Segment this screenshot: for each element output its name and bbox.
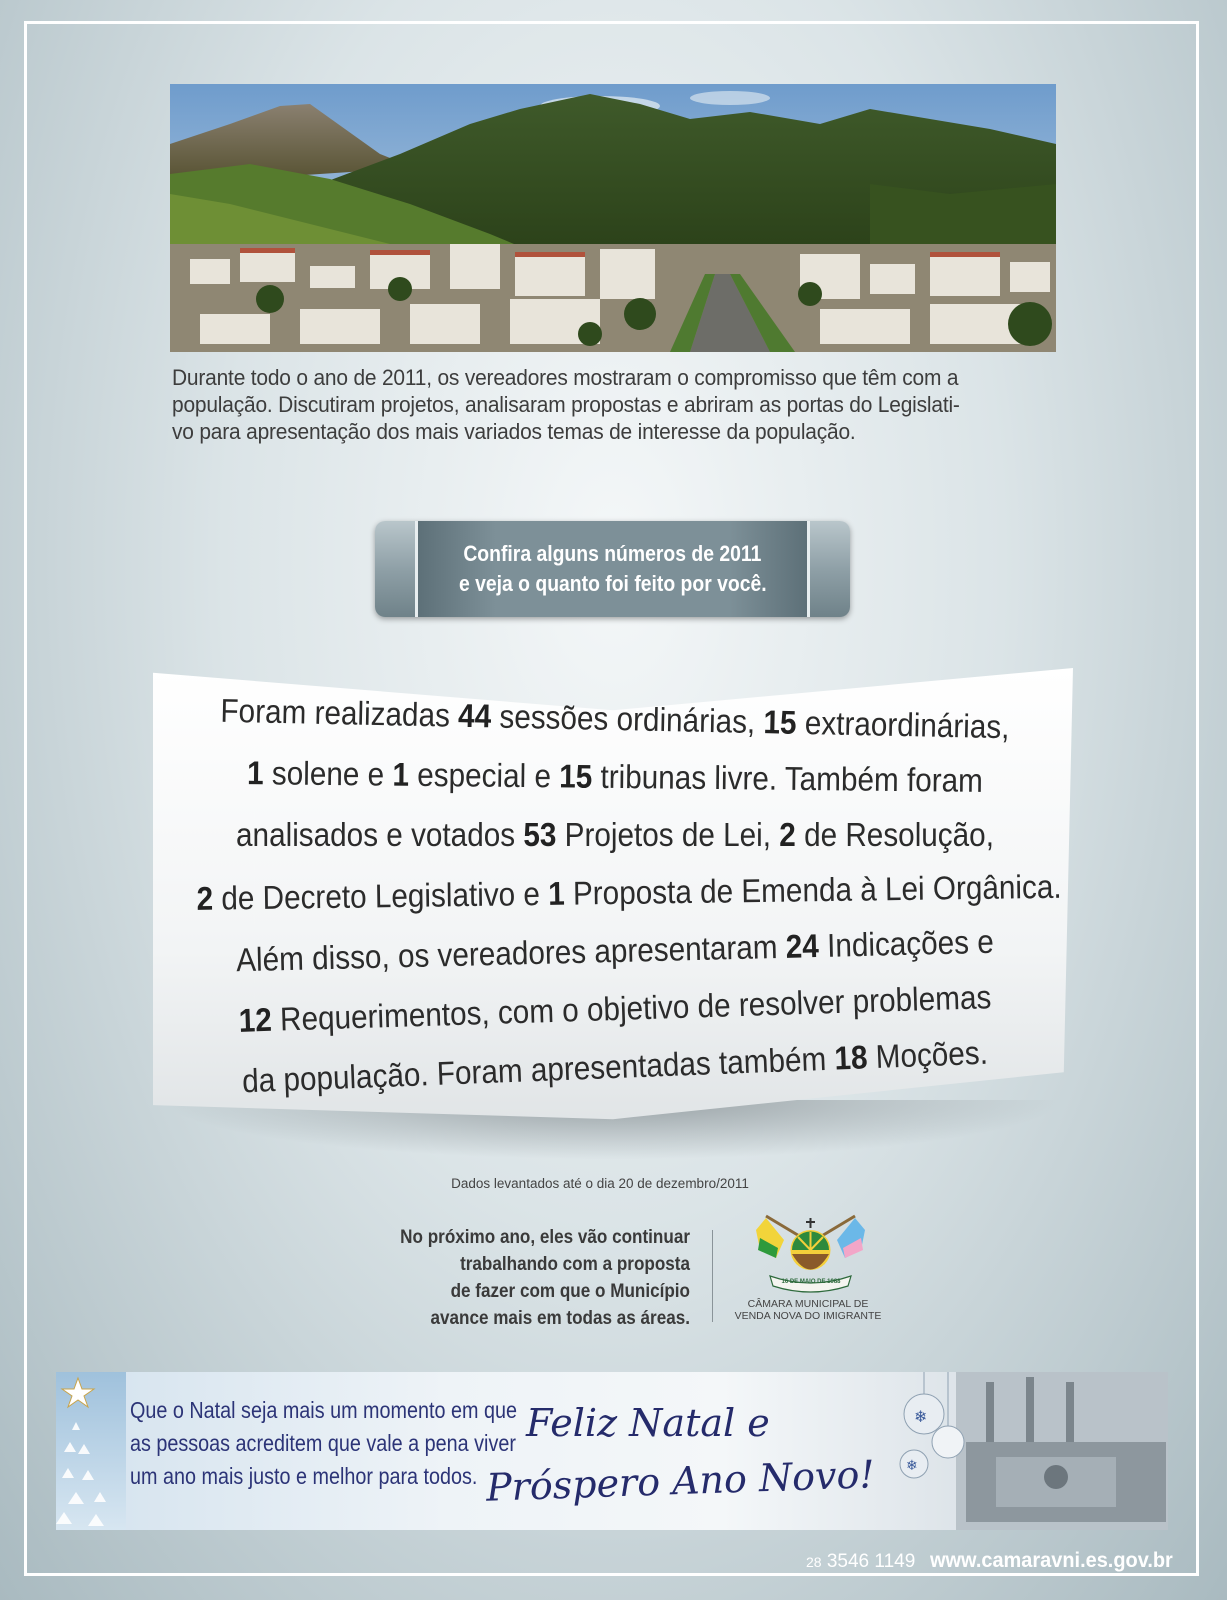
stat-number: 44 (457, 696, 492, 735)
closing-statement (300, 1224, 690, 1332)
city-landscape-photo (170, 84, 1056, 352)
stats-line: Foram realizadas 44 sessões ordinárias, 15 extraordinárias, (220, 691, 1010, 746)
intro-line: Durante todo o ano de 2011, os vereadores mostraram o compromisso que têm com a (172, 365, 959, 390)
stats-line: 1 solene e 1 especial e 15 tribunas livre. Também foram (246, 754, 984, 799)
intro-line: população. Discutiram projetos, analisaram propostas e abriram as portas do Legislati- (172, 392, 960, 417)
closing-line: No próximo ano, eles vão continuar (400, 1227, 690, 1248)
holiday-greeting (485, 1394, 876, 1510)
stat-number: 2 (779, 816, 796, 853)
logo-caption (728, 1298, 888, 1322)
banner-line-2: e veja o quanto foi feito por você. (458, 571, 767, 596)
closing-line: trabalhando com a proposta (460, 1254, 690, 1275)
greeting-line-2: Próspero Ano Novo! (485, 1452, 876, 1510)
stat-number: 1 (392, 755, 410, 793)
stats-line: Além disso, os vereadores apresentaram 24 Indicações e (235, 922, 995, 979)
phone-digits: 3546 1149 (826, 1551, 916, 1572)
area-code: 28 (806, 1554, 822, 1570)
numbers-banner (375, 521, 850, 617)
stat-number: 15 (763, 703, 797, 741)
stat-number: 24 (785, 927, 820, 965)
stat-number: 15 (559, 757, 593, 795)
stat-number: 2 (196, 879, 214, 917)
stats-line: da população. Foram apresentadas também 18 Moções. (241, 1033, 989, 1100)
data-source-note: Dados levantados até o dia 20 de dezembro/2011 (451, 1176, 749, 1191)
intro-paragraph (172, 364, 1009, 445)
divider (712, 1230, 713, 1322)
stat-number: 18 (833, 1038, 869, 1077)
christmas-message-line: as pessoas acreditem que vale a pena viver (130, 1430, 516, 1456)
christmas-tree-strip (56, 1372, 126, 1530)
stats-line: 2 de Decreto Legislativo e 1 Proposta de Emenda à Lei Orgânica. (196, 867, 1062, 917)
svg-text:❄: ❄ (906, 1458, 918, 1474)
svg-text:❄: ❄ (914, 1407, 928, 1426)
closing-line: de fazer com que o Município (450, 1281, 690, 1302)
christmas-message-line: Que o Natal seja mais um momento em que (130, 1397, 517, 1423)
stat-number: 12 (238, 1000, 273, 1039)
logo-ribbon-text: 16 DE MAIO DE 1988 (781, 1279, 841, 1285)
intro-line: vo para apresentação dos mais variados temas de interesse da população. (172, 419, 856, 444)
website-link[interactable]: www.camaravni.es.gov.br (930, 1549, 1173, 1572)
numbers-banner-panel (415, 521, 810, 617)
phone-number (806, 1551, 915, 1573)
chamber-plenary-image (876, 1372, 1168, 1530)
stats-line: analisados e votados 53 Projetos de Lei, 2 de Resolução, (236, 816, 994, 853)
logo-caption-line-1: CÂMARA MUNICIPAL DE (747, 1298, 869, 1310)
closing-line: avance mais em todas as áreas. (430, 1308, 690, 1329)
stat-number: 1 (246, 754, 264, 792)
logo-caption-line-2: VENDA NOVA DO IMIGRANTE (734, 1310, 882, 1322)
stat-number: 1 (547, 874, 565, 912)
stats-line: 12 Requerimentos, com o objetivo de resolver problemas (238, 978, 992, 1039)
banner-line-1: Confira alguns números de 2011 (463, 541, 762, 566)
christmas-message-line: um ano mais justo e melhor para todos. (130, 1463, 478, 1489)
greeting-line-1: Feliz Natal e (526, 1401, 770, 1445)
stat-number: 53 (523, 816, 557, 853)
christmas-banner (56, 1372, 1168, 1530)
stats-text (150, 690, 1080, 1100)
